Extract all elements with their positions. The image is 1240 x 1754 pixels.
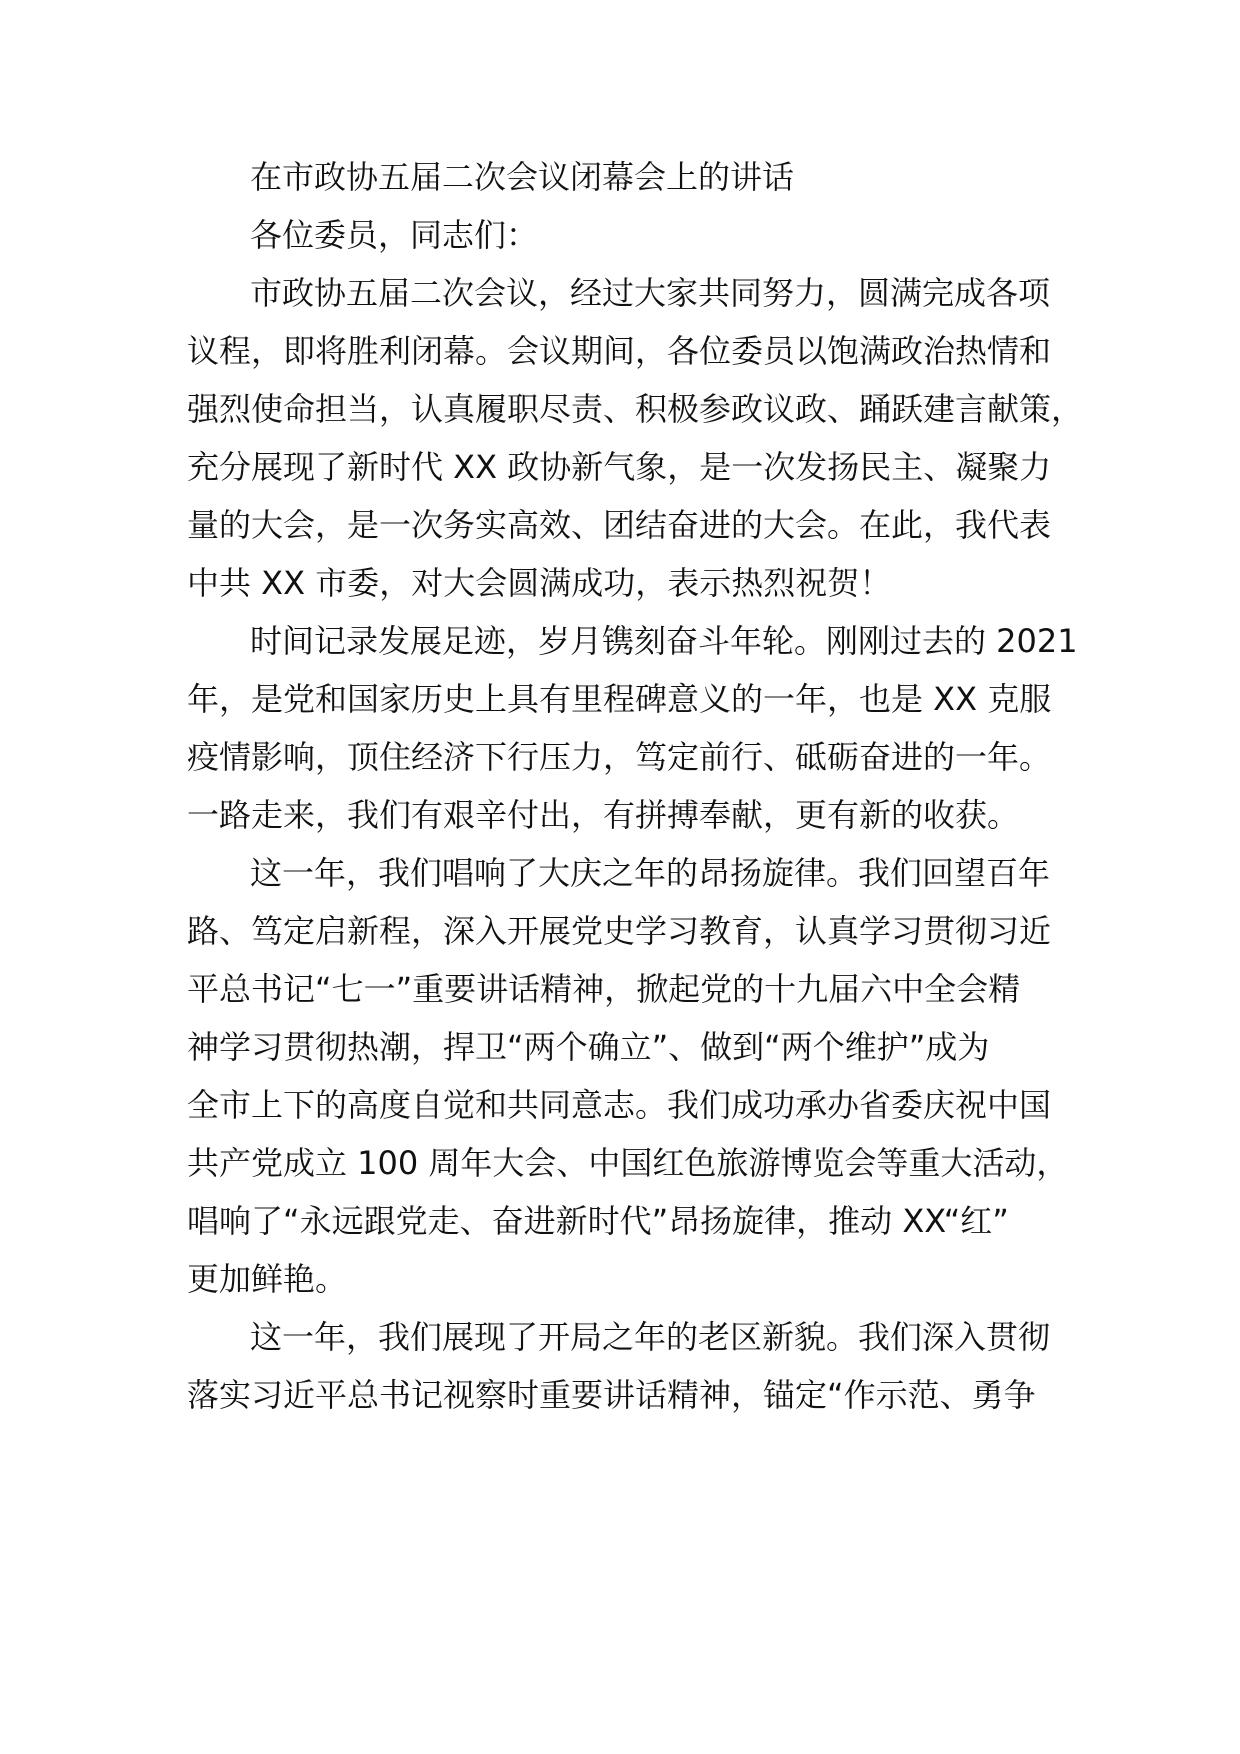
text-line [0, 1189, 1240, 1253]
text-line [0, 841, 1240, 905]
salutation [0, 203, 1240, 267]
paragraph-2-line-4: 一路走来，我们有艰辛付出，有拼搏奉献，更有新的收获。 [187, 796, 1020, 834]
title-text: 在市政协五届二次会议闭幕会上的讲话 [250, 158, 795, 196]
text-line [0, 1073, 1240, 1137]
paragraph-3-line-7: 唱响了“永远跟党走、奋进新时代”昂扬旋律，推动 XX“红” [187, 1202, 1009, 1240]
text-line [0, 261, 1240, 325]
text-line [0, 1015, 1240, 1079]
paragraph-1-line-1: 市政协五届二次会议，经过大家共同努力，圆满完成各项 [250, 274, 1051, 312]
paragraph-3-line-1: 这一年，我们唱响了大庆之年的昂扬旋律。我们回望百年 [250, 854, 1051, 892]
text-line [0, 1247, 1240, 1311]
text-line [0, 609, 1240, 673]
salutation-text: 各位委员，同志们： [250, 216, 539, 254]
paragraph-3-line-3: 平总书记“七一”重要讲话精神，掀起党的十九届六中全会精 [187, 970, 1021, 1008]
paragraph-3-line-8: 更加鲜艳。 [187, 1260, 348, 1298]
document-title [0, 145, 1240, 209]
paragraph-1-line-4: 充分展现了新时代 XX 政协新气象，是一次发扬民主、凝聚力 [187, 448, 1052, 486]
paragraph-4-line-1: 这一年，我们展现了开局之年的老区新貌。我们深入贯彻 [250, 1318, 1051, 1356]
paragraph-2-line-1: 时间记录发展足迹，岁月镌刻奋斗年轮。刚刚过去的 2021 [250, 622, 1078, 660]
text-line [0, 493, 1240, 557]
text-line [0, 319, 1240, 383]
text-line [0, 667, 1240, 731]
paragraph-1-line-5: 量的大会，是一次务实高效、团结奋进的大会。在此，我代表 [187, 506, 1052, 544]
text-line [0, 899, 1240, 963]
paragraph-3-line-5: 全市上下的高度自觉和共同意志。我们成功承办省委庆祝中国 [187, 1086, 1052, 1124]
paragraph-4-line-2: 落实习近平总书记视察时重要讲话精神，锚定“作示范、勇争 [187, 1376, 1036, 1414]
paragraph-3-line-4: 神学习贯彻热潮，捍卫“两个确立”、做到“两个维护”成为 [187, 1028, 990, 1066]
paragraph-2-line-2: 年，是党和国家历史上具有里程碑意义的一年，也是 XX 克服 [187, 680, 1052, 718]
text-line [0, 1131, 1240, 1195]
text-line [0, 1305, 1240, 1369]
paragraph-3-line-6: 共产党成立 100 周年大会、中国红色旅游博览会等重大活动， [187, 1144, 1069, 1182]
text-line [0, 725, 1240, 789]
paragraph-1-line-6: 中共 XX 市委，对大会圆满成功，表示热烈祝贺！ [187, 564, 892, 602]
paragraph-1-line-3: 强烈使命担当，认真履职尽责、积极参政议政、踊跃建言献策， [187, 390, 1084, 428]
text-line [0, 551, 1240, 615]
paragraph-1-line-2: 议程，即将胜利闭幕。会议期间，各位委员以饱满政治热情和 [187, 332, 1052, 370]
text-line [0, 435, 1240, 499]
paragraph-3-line-2: 路、笃定启新程，深入开展党史学习教育，认真学习贯彻习近 [187, 912, 1052, 950]
paragraph-2-line-3: 疫情影响，顶住经济下行压力，笃定前行、砥砺奋进的一年。 [187, 738, 1052, 776]
text-line [0, 783, 1240, 847]
text-line [0, 1363, 1240, 1427]
text-line [0, 957, 1240, 1021]
text-line [0, 377, 1240, 441]
